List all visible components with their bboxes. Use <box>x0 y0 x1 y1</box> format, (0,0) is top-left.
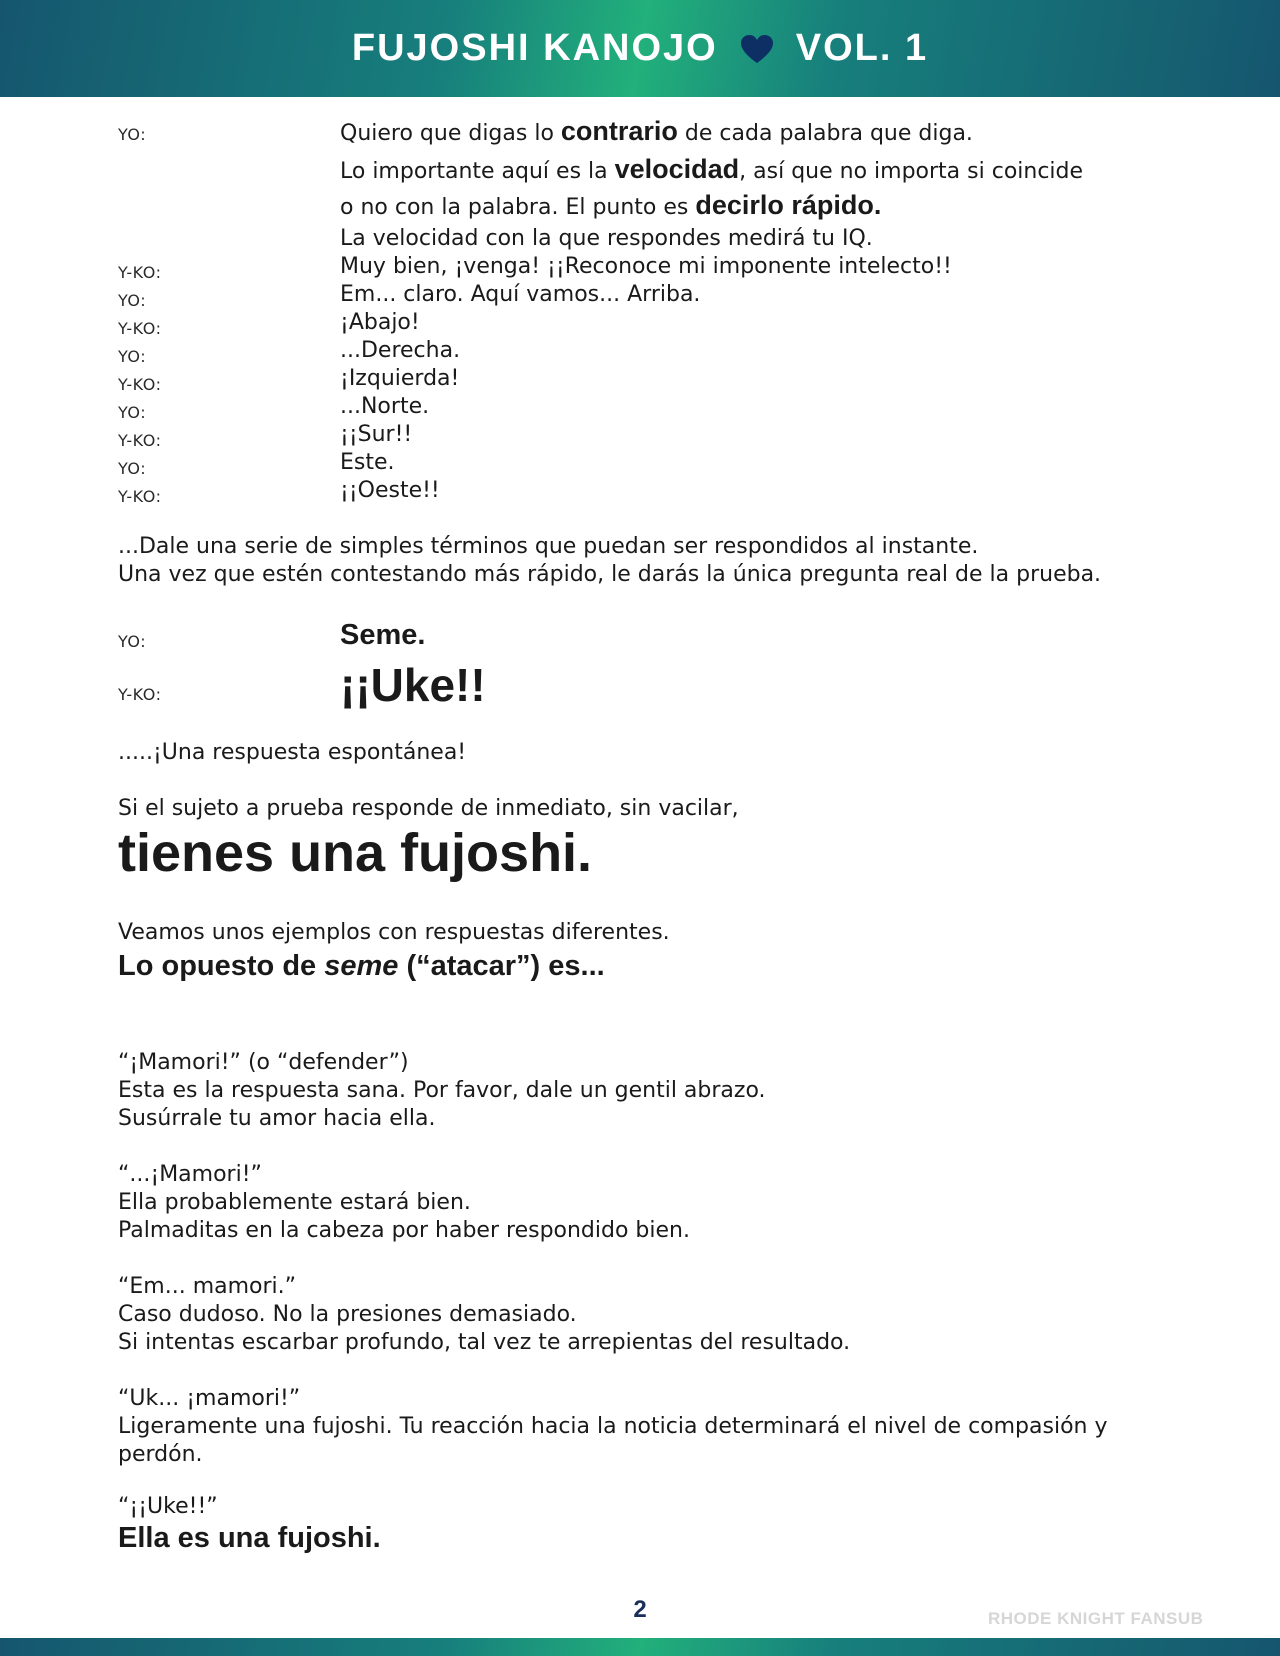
text-segment: Quiero que digas lo <box>340 121 561 146</box>
example-line: Esta es la respuesta sana. Por favor, dale un gentil abrazo. <box>118 1078 766 1103</box>
final-line: Ella es una fujoshi. <box>118 1522 381 1554</box>
header-title <box>352 27 928 70</box>
speaker-label: YO: <box>118 632 147 651</box>
text-segment: Lo importante aquí es la <box>340 159 615 184</box>
speaker-label: YO: <box>118 347 147 366</box>
example-quote: “¡Mamori!” (o “defender”) <box>118 1050 409 1075</box>
text-segment: Lo opuesto de <box>118 950 325 982</box>
dialogue-line: ...Derecha. <box>340 338 461 363</box>
speaker-label: YO: <box>118 459 147 478</box>
example-line: Ella probablemente estará bien. <box>118 1190 471 1215</box>
narration-line: Una vez que estén contestando más rápido, le darás la única pregunta real de la prueba. <box>118 562 1102 587</box>
example-line: perdón. <box>118 1442 203 1467</box>
speaker-label: Y-KO: <box>118 431 162 450</box>
final-quote: “¡¡Uke!!” <box>118 1494 218 1519</box>
emphasis-contrario: contrario <box>560 116 678 146</box>
example-quote: “Uk... ¡mamori!” <box>118 1386 301 1411</box>
speaker-label: Y-KO: <box>118 487 162 506</box>
example-quote: “...¡Mamori!” <box>118 1162 262 1187</box>
narration-line: ...Dale una serie de simples términos que puedan ser respondidos al instante. <box>118 534 979 559</box>
footer-bar <box>0 1638 1280 1656</box>
emphasis-velocidad: velocidad <box>614 154 740 184</box>
speaker-label: Y-KO: <box>118 263 162 282</box>
dialogue-line: ¡¡Oeste!! <box>340 478 440 503</box>
speaker-label: Y-KO: <box>118 375 162 394</box>
page-number: 2 <box>633 1596 647 1623</box>
climax-uke: ¡¡Uke!! <box>340 659 486 711</box>
speaker-label: YO: <box>118 291 147 310</box>
sub-heading <box>118 950 605 983</box>
dialogue-line: ¡Abajo! <box>340 310 420 335</box>
text-segment: , así que no importa si coincide <box>739 159 1084 184</box>
speaker-label: YO: <box>118 403 147 422</box>
credit-text: RHODE KNIGHT FANSUB <box>988 1609 1204 1628</box>
header-title-right: VOL. 1 <box>795 27 929 69</box>
page-header <box>0 0 1280 97</box>
narration-line: Si el sujeto a prueba responde de inmediato, sin vacilar, <box>118 796 739 821</box>
example-line: Palmaditas en la cabeza por haber respondido bien. <box>118 1218 690 1243</box>
text-segment: o no con la palabra. El punto es <box>340 195 696 220</box>
example-quote: “Em... mamori.” <box>118 1274 297 1299</box>
dialogue-line <box>340 116 973 147</box>
speaker-label: YO: <box>118 125 147 144</box>
header-title-left: FUJOSHI KANOJO <box>351 27 718 69</box>
climax-seme: Seme. <box>340 619 426 651</box>
text-segment: (“atacar”) es... <box>398 950 605 982</box>
dialogue-line: ¡¡Sur!! <box>340 422 413 447</box>
dialogue-line: La velocidad con la que respondes medirá tu IQ. <box>340 226 873 251</box>
text-segment: de cada palabra que diga. <box>677 121 973 146</box>
dialogue-line: ¡Izquierda! <box>340 366 460 391</box>
dialogue-line: Este. <box>340 450 395 475</box>
speaker-label: Y-KO: <box>118 319 162 338</box>
example-line: Si intentas escarbar profundo, tal vez te arrepientas del resultado. <box>118 1330 851 1355</box>
text-segment: seme <box>324 950 399 982</box>
example-line: Susúrrale tu amor hacia ella. <box>118 1106 436 1131</box>
dialogue-line <box>340 154 1083 185</box>
heart-icon <box>740 34 774 64</box>
dialogue-line: ...Norte. <box>340 394 430 419</box>
dialogue-line: Em... claro. Aquí vamos... Arriba. <box>340 282 701 307</box>
example-line: Caso dudoso. No la presiones demasiado. <box>118 1302 577 1327</box>
dialogue-line <box>340 190 881 221</box>
dialogue-line: Muy bien, ¡venga! ¡¡Reconoce mi imponente intelecto!! <box>340 254 952 279</box>
example-line: Ligeramente una fujoshi. Tu reacción hacia la noticia determinará el nivel de compasión y <box>118 1414 1108 1439</box>
emphasis-decirlo: decirlo rápido. <box>695 190 882 220</box>
speaker-label: Y-KO: <box>118 685 162 704</box>
narration-line: .....¡Una respuesta espontánea! <box>118 740 467 765</box>
narration-line: Veamos unos ejemplos con respuestas diferentes. <box>118 920 670 945</box>
headline: tienes una fujoshi. <box>118 823 593 883</box>
